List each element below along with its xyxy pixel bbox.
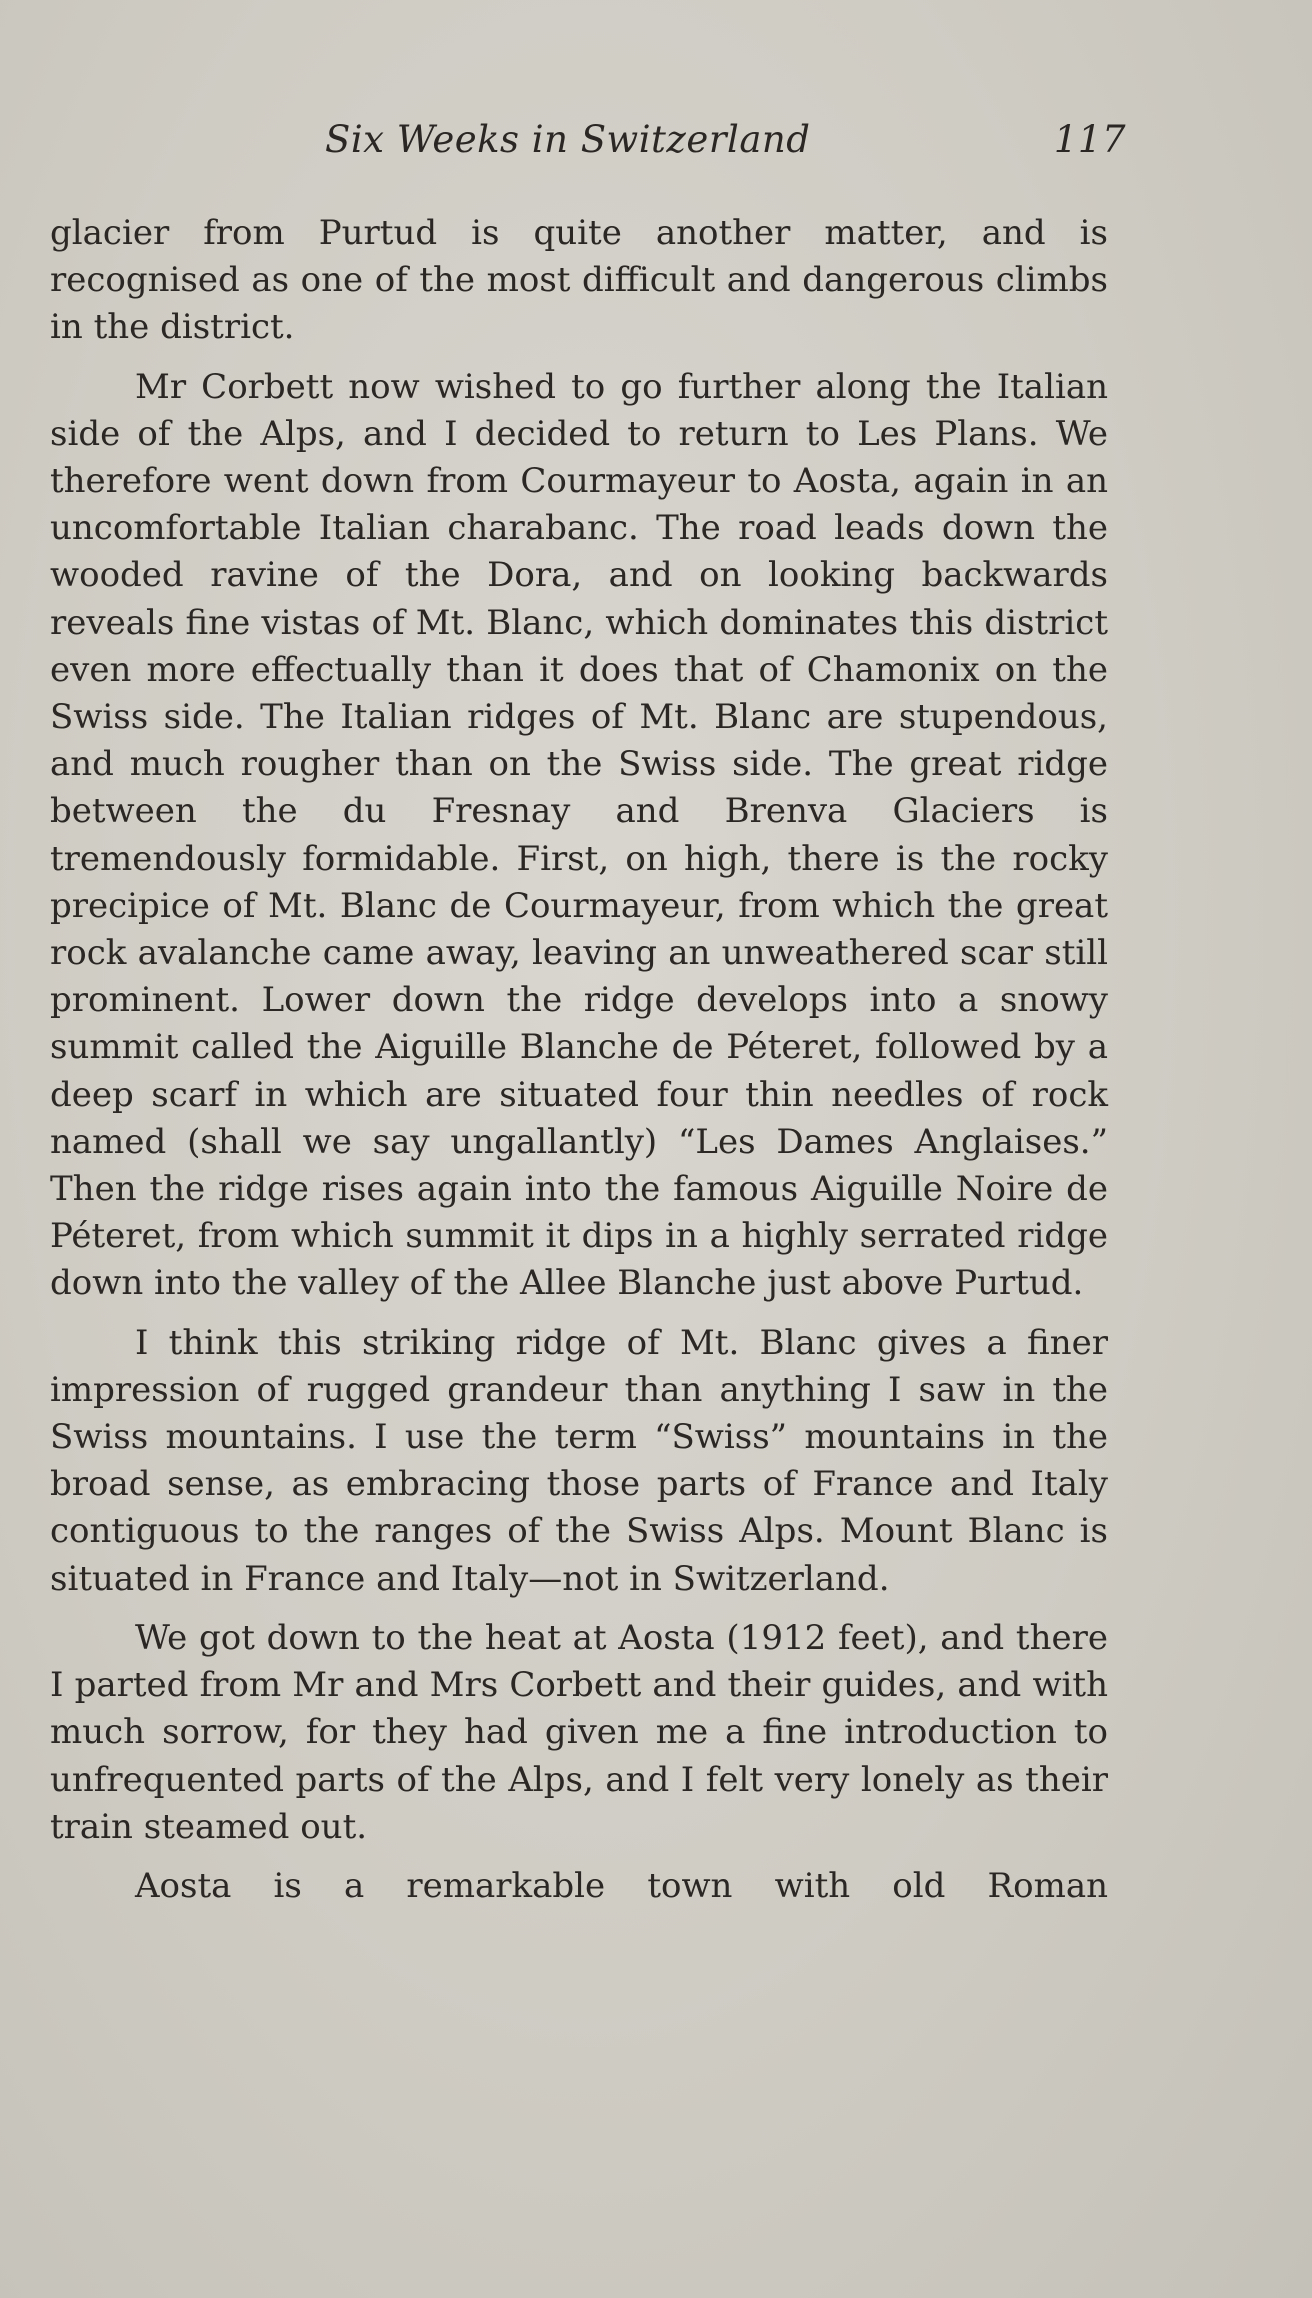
running-title: Six Weeks in Switzerland <box>325 118 811 161</box>
paragraph: We got down to the heat at Aosta (1912 feet), and there I parted from Mr and Mrs Corbett and their guides, and with much sorrow, for they had given me a fine introduction to unfrequented parts of the Alps, and I felt very lonely as their train steamed out. <box>50 1617 1108 1847</box>
running-head <box>50 118 1126 168</box>
paragraph: glacier from Purtud is quite another matter, and is recognised as one of the most difficult and dangerous climbs in the district. <box>50 213 1108 348</box>
body-text <box>50 210 1108 1910</box>
paragraph: Aosta is a remarkable town with old Roman <box>135 1865 1108 1906</box>
page-number: 117 <box>1053 118 1126 161</box>
paragraph: Mr Corbett now wished to go further along the Italian side of the Alps, and I decided to return to Les Plans. We therefore went down from Courmayeur to Aosta, again in an uncomfortable Italian charabanc. The road leads down the wooded ravine of the Dora, and on looking backwards reveals fine vistas of Mt. Blanc, which dominates this district even more effectually than it does that of Chamonix on the Swiss side. The Italian ridges of Mt. Blanc are stupendous, and much rougher than on the Swiss side. The great ridge between the du Fresnay and Brenva Glaciers is tremendously formidable. First, on high, there is the rocky precipice of Mt. Blanc de Courmayeur, from which the great rock avalanche came away, leaving an unweathered scar still prominent. Lower down the ridge develops into a snowy summit called the Aiguille Blanche de Péteret, followed by a deep scarf in which are situated four thin needles of rock named (shall we say ungallantly) “Les Dames Anglaises.” Then the ridge rises again into the famous Aiguille Noire de Péteret, from which summit it dips in a highly serrated ridge down into the valley of the Allee Blanche just above Purtud. <box>50 366 1108 1304</box>
paragraph: I think this striking ridge of Mt. Blanc gives a finer impression of rugged grandeur than anything I saw in the Swiss mountains. I use the term “Swiss” mountains in the broad sense, as embracing those parts of France and Italy contiguous to the ranges of the Swiss Alps. Mount Blanc is situated in France and Italy—not in Switzerland. <box>50 1322 1108 1599</box>
